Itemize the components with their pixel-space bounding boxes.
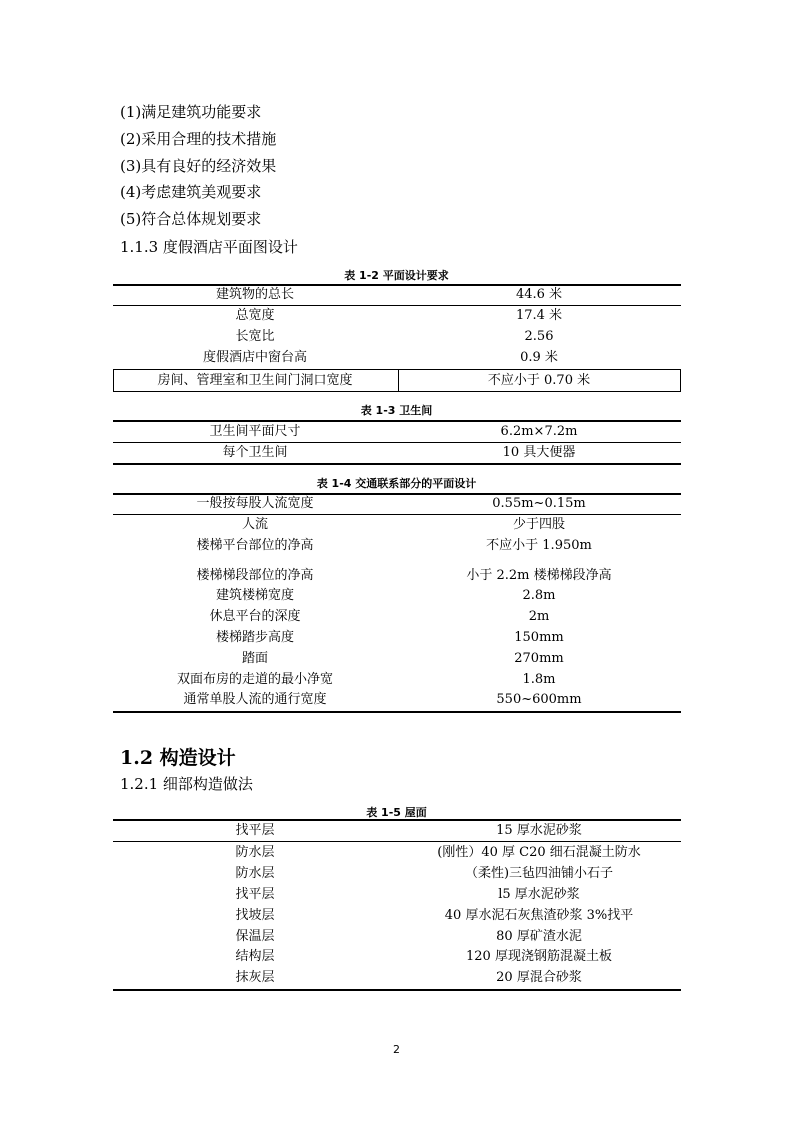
table-1-4-cell: 双面布房的走道的最小净宽 bbox=[176, 672, 333, 687]
table-1-3-cell: 10 具大便器 bbox=[502, 445, 576, 460]
table-1-5-cell: 抹灰层 bbox=[235, 970, 275, 985]
table-1-5-cell: 防水层 bbox=[235, 866, 275, 881]
table-1-4-cell: 小于 2.2m 楼梯梯段净高 bbox=[466, 568, 612, 583]
table-1-2-rule bbox=[113, 305, 681, 306]
table-1-4-cell: 楼梯梯段部位的净高 bbox=[196, 568, 314, 583]
table-1-3-top-rule bbox=[113, 420, 681, 422]
requirement-4: (4)考虑建筑美观要求 bbox=[120, 183, 262, 201]
table-1-3-cell: 6.2m×7.2m bbox=[500, 424, 578, 439]
table-1-4-bottom-rule bbox=[113, 711, 681, 713]
table-1-4-cell: 150mm bbox=[514, 630, 564, 645]
table-1-3-cell: 卫生间平面尺寸 bbox=[209, 424, 301, 439]
table-1-4-cell: 2.8m bbox=[522, 588, 556, 603]
table-1-4-rule bbox=[113, 514, 681, 515]
table-1-5-cell: （柔性)三毡四油铺小石子 bbox=[464, 866, 614, 881]
table-1-2-cell: 17.4 米 bbox=[515, 308, 563, 323]
table-1-4-cell: 休息平台的深度 bbox=[209, 609, 301, 624]
table-1-4-top-rule bbox=[113, 493, 681, 495]
table-1-4-cell: 不应小于 1.950m bbox=[486, 538, 592, 553]
table-1-5-cell: 120 厚现浇钢筋混凝土板 bbox=[466, 949, 612, 964]
table-1-5-cell: (刚性）40 厚 C20 细石混凝土防水 bbox=[437, 845, 641, 860]
table-1-4-caption: 表 1-4 交通联系部分的平面设计 bbox=[316, 477, 477, 490]
table-1-5-top-rule bbox=[113, 819, 681, 821]
table-1-5-bottom-rule bbox=[113, 989, 681, 991]
table-1-5-cell: 80 厚矿渣水泥 bbox=[496, 929, 582, 944]
table-1-4-cell: 少于四股 bbox=[512, 517, 565, 532]
table-1-5-cell: 15 厚水泥砂浆 bbox=[496, 823, 582, 838]
table-1-5-cell: 结构层 bbox=[235, 949, 275, 964]
table-1-4-cell: 楼梯踏步高度 bbox=[215, 630, 294, 645]
table-1-5-cell: 找坡层 bbox=[235, 908, 275, 923]
requirement-5: (5)符合总体规划要求 bbox=[120, 210, 262, 228]
table-1-2-cell: 房间、管理室和卫生间门洞口宽度 bbox=[157, 373, 353, 388]
table-1-2-cell: 不应小于 0.70 米 bbox=[487, 373, 591, 388]
section-heading-1-2: 1.2 构造设计 bbox=[120, 747, 236, 769]
table-1-5-cell: 40 厚水泥石灰焦渣砂浆 3%找平 bbox=[444, 908, 634, 923]
table-1-3-cell: 每个卫生间 bbox=[222, 445, 288, 460]
table-1-2-cell: 2.56 bbox=[524, 329, 554, 344]
table-1-4-cell: 0.55m~0.15m bbox=[492, 496, 586, 511]
page-number: 2 bbox=[393, 1043, 400, 1056]
table-1-5-cell: 20 厚混合砂浆 bbox=[496, 970, 582, 985]
table-1-4-cell: 踏面 bbox=[241, 651, 268, 666]
table-1-4-cell: 1.8m bbox=[522, 672, 556, 687]
table-1-2-cell: 0.9 米 bbox=[520, 350, 558, 365]
table-1-4-cell: 通常单股人流的通行宽度 bbox=[183, 692, 327, 707]
table-1-5-cell: l5 厚水泥砂浆 bbox=[498, 887, 580, 902]
table-1-4-cell: 2m bbox=[528, 609, 550, 624]
table-1-2-cell: 度假酒店中窗台高 bbox=[202, 350, 307, 365]
table-1-3-bottom-rule bbox=[113, 463, 681, 465]
table-1-5-cell: 保温层 bbox=[235, 929, 275, 944]
table-1-2-cell: 长宽比 bbox=[235, 329, 275, 344]
table-1-5-cell: 找平层 bbox=[235, 823, 275, 838]
table-1-2-cell: 总宽度 bbox=[235, 308, 275, 323]
table-1-4-cell: 人流 bbox=[241, 517, 268, 532]
table-1-3-caption: 表 1-3 卫生间 bbox=[360, 404, 433, 417]
table-1-2-cell: 44.6 米 bbox=[515, 287, 563, 302]
requirement-3: (3)具有良好的经济效果 bbox=[120, 157, 277, 175]
table-1-5-rule bbox=[113, 841, 681, 842]
requirement-1: (1)满足建筑功能要求 bbox=[120, 103, 262, 121]
table-1-5-cell: 找平层 bbox=[235, 887, 275, 902]
table-1-3-rule bbox=[113, 442, 681, 443]
table-1-5-caption: 表 1-5 屋面 bbox=[366, 806, 427, 819]
requirement-2: (2)采用合理的技术措施 bbox=[120, 130, 277, 148]
table-1-4-cell: 一般按每股人流宽度 bbox=[196, 496, 314, 511]
table-1-5-cell: 防水层 bbox=[235, 845, 275, 860]
table-1-2-cell: 建筑物的总长 bbox=[215, 287, 294, 302]
table-1-4-cell: 550~600mm bbox=[496, 692, 582, 707]
table-1-4-cell: 建筑楼梯宽度 bbox=[215, 588, 294, 603]
table-1-2-caption: 表 1-2 平面设计要求 bbox=[344, 269, 449, 282]
section-heading-1-2-1: 1.2.1 细部构造做法 bbox=[120, 775, 253, 793]
table-1-4-cell: 270mm bbox=[514, 651, 564, 666]
table-1-2-top-rule bbox=[113, 284, 681, 286]
section-heading-1-1-3: 1.1.3 度假酒店平面图设计 bbox=[120, 238, 298, 256]
table-1-4-cell: 楼梯平台部位的净高 bbox=[196, 538, 314, 553]
